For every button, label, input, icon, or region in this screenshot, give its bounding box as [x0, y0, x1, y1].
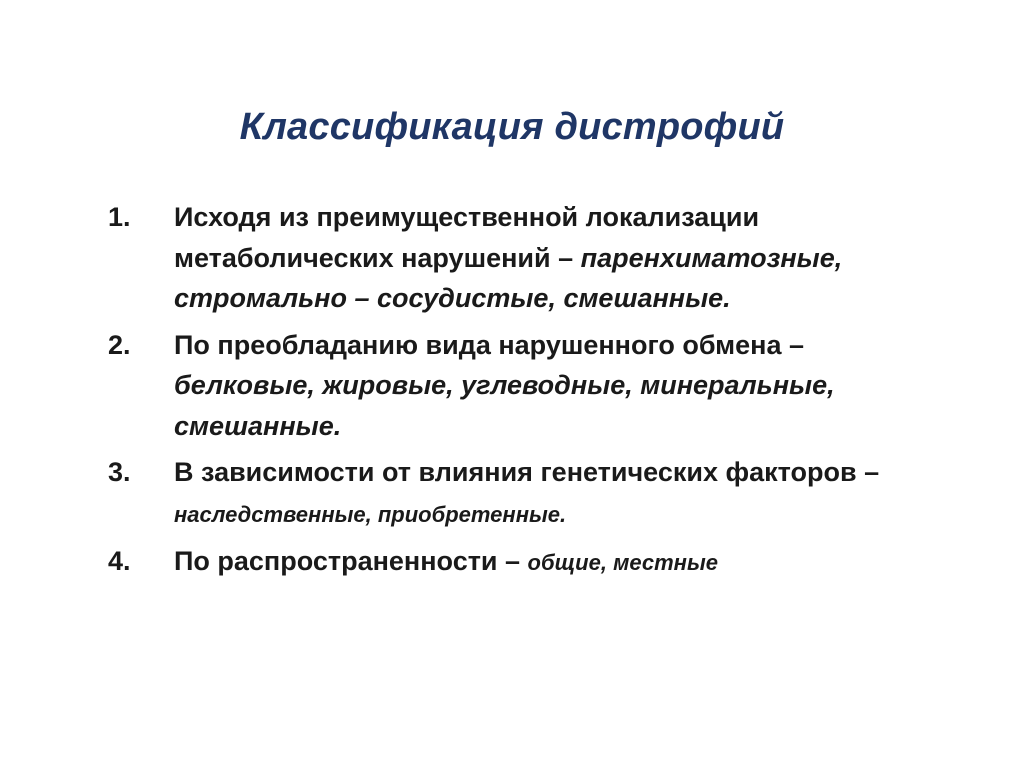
item-description: общие, местные [527, 550, 718, 575]
item-description: наследственные, приобретенные. [174, 501, 567, 527]
list-item-3 [108, 452, 938, 535]
item-lead: По преобладанию вида нарушенного обмена – [174, 329, 804, 360]
item-lead: Исходя из преимущественной локализации метаболических нарушений – [174, 202, 760, 273]
slide-title: Классификация дистрофий [239, 106, 785, 148]
list-item-2 [108, 325, 938, 447]
list-item-4 [108, 541, 938, 584]
item-lead: В зависимости от влияния генетических факторов – [174, 457, 880, 487]
item-number: 2. [108, 329, 131, 360]
item-number: 1. [108, 202, 131, 232]
item-number: 3. [108, 457, 131, 487]
item-description: паренхиматозные, стромально – сосудистые, смешанные. [174, 242, 843, 313]
item-description: белковые, жировые, углеводные, минеральные, смешанные. [174, 370, 835, 441]
classification-list [108, 197, 938, 590]
item-number: 4. [108, 546, 131, 576]
item-lead: По распространенности – [174, 546, 528, 576]
list-item-1 [108, 197, 938, 319]
